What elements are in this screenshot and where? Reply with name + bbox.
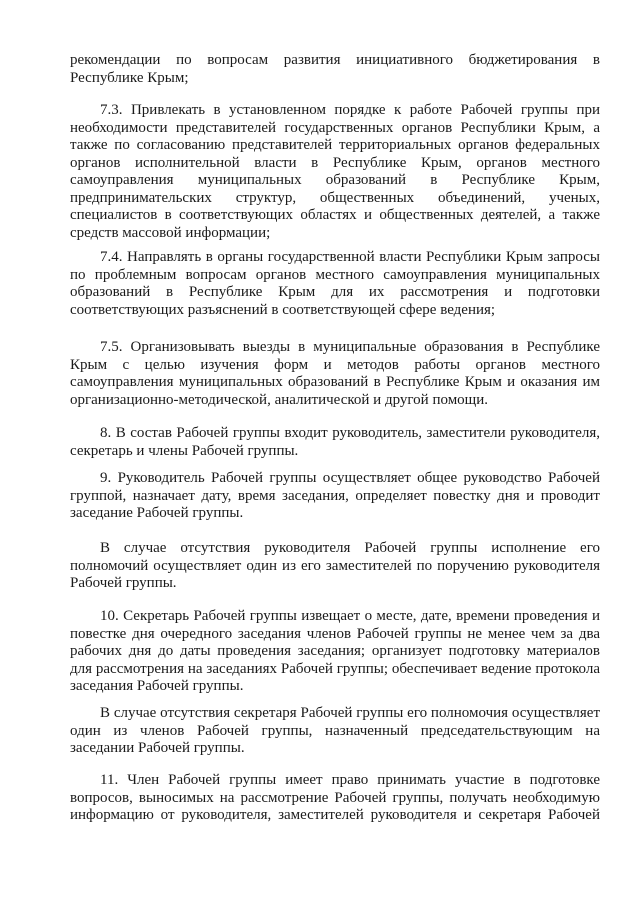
paragraph-9: 9. Руководитель Рабочей группы осуществляет общее руководство Рабочей группой, назначает дату, время заседания, определяет повестку дня и проводит заседание Рабочей группы.	[70, 470, 600, 521]
paragraph-9-absence: В случае отсутствия руководителя Рабочей группы исполнение его полномочий осуществляет один из его заместителей по поручению руководителя Рабочей группы.	[70, 540, 600, 591]
paragraph-8: 8. В состав Рабочей группы входит руководитель, заместители руководителя, секретарь и члены Рабочей группы.	[70, 425, 600, 459]
paragraph-7-3: 7.3. Привлекать в установленном порядке к работе Рабочей группы при необходимости представителей государственных органов Республики Крым, а также по согласованию представителей территориальных органов федеральных органов исполнительной власти в Республике Крым, органов местного самоуправления муниципальных образований в Республике Крым, предпринимательских структур, общественных объединений, ученых, специалистов в соответствующих областях и общественных деятелей, а также средств массовой информации;	[70, 102, 600, 241]
paragraph-continuation: рекомендации по вопросам развития инициативного бюджетирования в Республике Крым;	[70, 52, 600, 86]
paragraph-7-5: 7.5. Организовывать выезды в муниципальные образования в Республике Крым с целью изучения форм и методов работы органов местного самоуправления муниципальных образований в Республике Крым и оказания им организационно-методической, аналитической и другой помощи.	[70, 339, 600, 408]
paragraph-10-absence: В случае отсутствия секретаря Рабочей группы его полномочия осуществляет один из членов Рабочей группы, назначенный председательствующим на заседании Рабочей группы.	[70, 705, 600, 756]
paragraph-7-4: 7.4. Направлять в органы государственной власти Республики Крым запросы по проблемным вопросам органов местного самоуправления муниципальных образований в Республике Крым для их рассмотрения и подготовки соответствующих разъяснений в соответствующей сфере ведения;	[70, 249, 600, 318]
paragraph-11: 11. Член Рабочей группы имеет право принимать участие в подготовке вопросов, выносимых на рассмотрение Рабочей группы, получать необходимую информацию от руководителя, заместителей руководителя и секретаря Рабочей	[70, 772, 600, 823]
paragraph-10: 10. Секретарь Рабочей группы извещает о месте, дате, времени проведения и повестке дня очередного заседания членов Рабочей группы не менее чем за два рабочих дня до даты проведения заседания; организует подготовку материалов для рассмотрения на заседаниях Рабочей группы; обеспечивает ведение протокола заседания Рабочей группы.	[70, 608, 600, 694]
